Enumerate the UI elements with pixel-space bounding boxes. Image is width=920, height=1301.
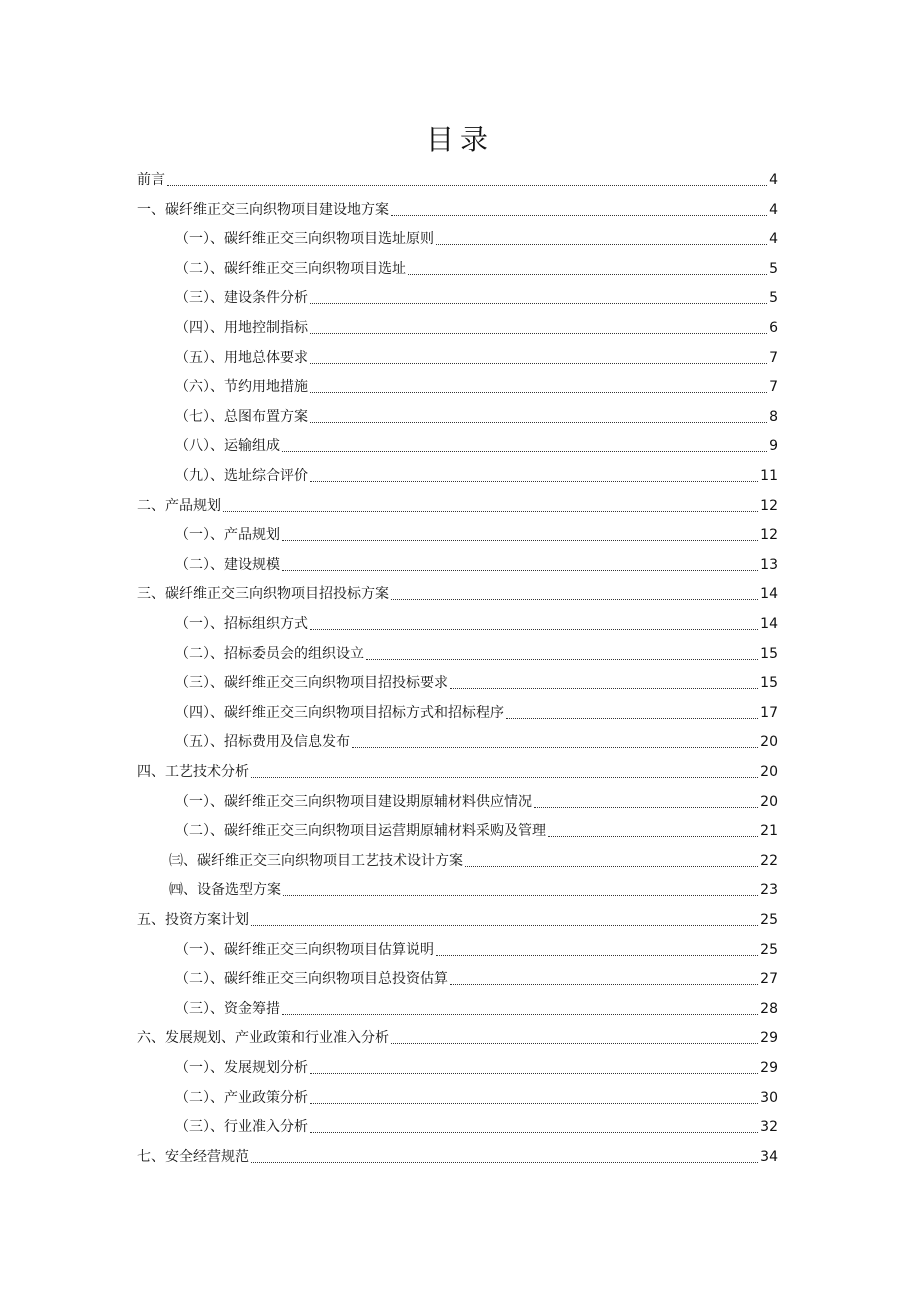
toc-entry-page: 11 (760, 468, 778, 484)
toc-entry-label: （九）、选址综合评价 (175, 468, 308, 484)
toc-entry-page: 25 (760, 941, 778, 958)
toc-entry-label: 五、投资方案计划 (137, 912, 249, 928)
toc-dot-leader (450, 688, 758, 689)
toc-entry-label: （五）、用地总体要求 (175, 349, 308, 366)
toc-dot-leader (310, 481, 758, 482)
toc-dot-leader (282, 570, 758, 571)
toc-dot-leader (310, 422, 767, 423)
toc-entry[interactable] (175, 967, 778, 991)
toc-dot-leader (283, 895, 758, 896)
toc-entry-page: 9 (769, 438, 778, 455)
toc-entry[interactable] (175, 642, 778, 666)
toc-entry-label: （一）、产品规划 (175, 527, 280, 544)
toc-entry-page: 30 (760, 1089, 778, 1106)
toc-entry-label: （二）、招标委员会的组织设立 (175, 645, 364, 662)
toc-dot-leader (251, 925, 758, 926)
toc-entry-page: 8 (769, 408, 778, 425)
toc-entry[interactable] (137, 494, 778, 518)
toc-entry-page: 4 (769, 201, 778, 218)
toc-entry-page: 27 (760, 971, 778, 988)
toc-entry-label: 七、安全经营规范 (137, 1148, 249, 1165)
toc-entry-page: 29 (760, 1060, 778, 1076)
toc-entry[interactable] (175, 286, 778, 310)
toc-entry-label: （二）、产业政策分析 (175, 1089, 308, 1106)
toc-entry-label: （四）、用地控制指标 (175, 320, 308, 336)
toc-entry-label: （一）、碳纤维正交三向织物项目建设期原辅材料供应情况 (175, 793, 532, 810)
toc-entry-label: （一）、招标组织方式 (175, 616, 308, 632)
toc-entry[interactable] (175, 790, 778, 814)
toc-dot-leader (465, 866, 758, 867)
toc-entry-page: 7 (769, 379, 778, 396)
toc-entry-page: 6 (769, 320, 778, 336)
toc-dot-leader (282, 540, 758, 541)
toc-entry-label: 一、碳纤维正交三向织物项目建设地方案 (137, 201, 389, 218)
toc-entry[interactable] (137, 582, 778, 606)
toc-dot-leader (251, 777, 758, 778)
toc-dot-leader (310, 629, 758, 630)
toc-entry-page: 15 (760, 675, 778, 692)
toc-dot-leader (366, 659, 758, 660)
toc-entry-label: （三）、建设条件分析 (175, 290, 308, 307)
toc-entry[interactable] (175, 997, 778, 1021)
toc-entry-label: （一）、碳纤维正交三向织物项目选址原则 (175, 231, 434, 248)
toc-entry-label: ㈢、碳纤维正交三向织物项目工艺技术设计方案 (169, 852, 463, 869)
toc-entry-page: 20 (760, 793, 778, 810)
toc-dot-leader (310, 303, 767, 304)
toc-dot-leader (310, 1132, 758, 1133)
toc-entry-label: （一）、发展规划分析 (175, 1060, 308, 1076)
toc-entry[interactable] (169, 878, 778, 902)
toc-entry-label: （八）、运输组成 (175, 438, 280, 455)
toc-entry-label: （一）、碳纤维正交三向织物项目估算说明 (175, 941, 434, 958)
toc-entry-page: 12 (760, 527, 778, 544)
toc-entry[interactable] (175, 523, 778, 547)
toc-entry[interactable] (175, 701, 778, 725)
toc-entry-page: 4 (769, 231, 778, 248)
toc-entry-label: 六、发展规划、产业政策和行业准入分析 (137, 1030, 389, 1047)
toc-entry[interactable] (175, 375, 778, 399)
toc-dot-leader (310, 333, 767, 334)
toc-dot-leader (506, 718, 758, 719)
toc-entry[interactable] (169, 849, 778, 873)
toc-entry-page: 17 (760, 704, 778, 721)
toc-entry-label: 二、产品规划 (137, 497, 221, 514)
toc-dot-leader (450, 984, 758, 985)
toc-entry-label: 三、碳纤维正交三向织物项目招投标方案 (137, 586, 389, 603)
toc-dot-leader (534, 807, 758, 808)
toc-dot-leader (282, 451, 767, 452)
toc-dot-leader (251, 1162, 758, 1163)
toc-entry[interactable] (137, 198, 778, 222)
toc-dot-leader (167, 185, 767, 186)
toc-entry-label: （二）、碳纤维正交三向织物项目总投资估算 (175, 971, 448, 988)
toc-entry-page: 5 (769, 260, 778, 277)
toc-entry[interactable] (175, 1115, 778, 1139)
toc-entry[interactable] (137, 1026, 778, 1050)
toc-entry-page: 21 (760, 823, 778, 840)
toc-entry-page: 28 (760, 1000, 778, 1017)
toc-entry-label: （六）、节约用地措施 (175, 379, 308, 396)
toc-entry[interactable] (175, 257, 778, 281)
toc-dot-leader (310, 1073, 758, 1074)
toc-dot-leader (391, 215, 767, 216)
toc-entry[interactable] (175, 405, 778, 429)
toc-entry[interactable] (175, 316, 778, 340)
toc-entry-label: （二）、碳纤维正交三向织物项目运营期原辅材料采购及管理 (175, 823, 546, 840)
toc-entry-page: 23 (760, 882, 778, 899)
toc-entry[interactable] (175, 612, 778, 636)
toc-entry[interactable] (175, 938, 778, 962)
page-title: 目录 (425, 123, 494, 156)
toc-entry-page: 4 (769, 172, 778, 188)
toc-entry-label: 前言 (137, 172, 165, 188)
toc-dot-leader (436, 244, 767, 245)
toc-entry-page: 14 (760, 586, 778, 603)
toc-entry-page: 29 (760, 1030, 778, 1047)
toc-entry[interactable] (175, 819, 778, 843)
toc-entry-page: 22 (760, 852, 778, 869)
toc-entry-page: 34 (760, 1148, 778, 1165)
toc-dot-leader (310, 1103, 758, 1104)
toc-dot-leader (352, 747, 758, 748)
toc-dot-leader (223, 511, 758, 512)
toc-entry-label: （三）、行业准入分析 (175, 1119, 308, 1136)
toc-entry[interactable] (175, 1086, 778, 1110)
toc-entry[interactable] (175, 671, 778, 695)
toc-entry-label: ㈣、设备选型方案 (169, 882, 281, 899)
toc-dot-leader (436, 955, 758, 956)
toc-entry-page: 14 (760, 616, 778, 632)
toc-entry[interactable] (175, 730, 778, 754)
toc-dot-leader (310, 392, 767, 393)
toc-entry-page: 20 (760, 764, 778, 780)
toc-entry-page: 15 (760, 645, 778, 662)
toc-entry-label: （二）、建设规模 (175, 556, 280, 573)
toc-entry-label: （四）、碳纤维正交三向织物项目招标方式和招标程序 (175, 704, 504, 721)
toc-entry-label: （二）、碳纤维正交三向织物项目选址 (175, 260, 406, 277)
toc-entry[interactable] (175, 553, 778, 577)
toc-dot-leader (391, 599, 758, 600)
toc-dot-leader (408, 274, 767, 275)
toc-entry[interactable] (175, 1056, 778, 1080)
toc-entry-label: 四、工艺技术分析 (137, 764, 249, 780)
toc-entry[interactable] (175, 227, 778, 251)
toc-entry-label: （三）、资金筹措 (175, 1000, 280, 1017)
toc-entry-label: （五）、招标费用及信息发布 (175, 734, 350, 751)
toc-dot-leader (310, 363, 767, 364)
toc-entry[interactable] (137, 760, 778, 784)
toc-entry-label: （七）、总图布置方案 (175, 408, 308, 425)
toc-entry-page: 5 (769, 290, 778, 307)
toc-dot-leader (548, 836, 758, 837)
toc-entry[interactable] (175, 434, 778, 458)
toc-entry[interactable] (137, 168, 778, 192)
toc-entry[interactable] (137, 908, 778, 932)
toc-entry-page: 13 (760, 556, 778, 573)
toc-entry-page: 25 (760, 912, 778, 928)
toc-dot-leader (391, 1043, 758, 1044)
toc-entry-page: 7 (769, 349, 778, 366)
toc-entry[interactable] (137, 1145, 778, 1169)
toc-entry-label: （三）、碳纤维正交三向织物项目招投标要求 (175, 675, 448, 692)
toc-dot-leader (282, 1014, 758, 1015)
toc-entry-page: 32 (760, 1119, 778, 1136)
toc-entry[interactable] (175, 464, 778, 488)
toc-entry-page: 12 (760, 497, 778, 514)
toc-entry[interactable] (175, 346, 778, 370)
toc-entry-page: 20 (760, 734, 778, 751)
